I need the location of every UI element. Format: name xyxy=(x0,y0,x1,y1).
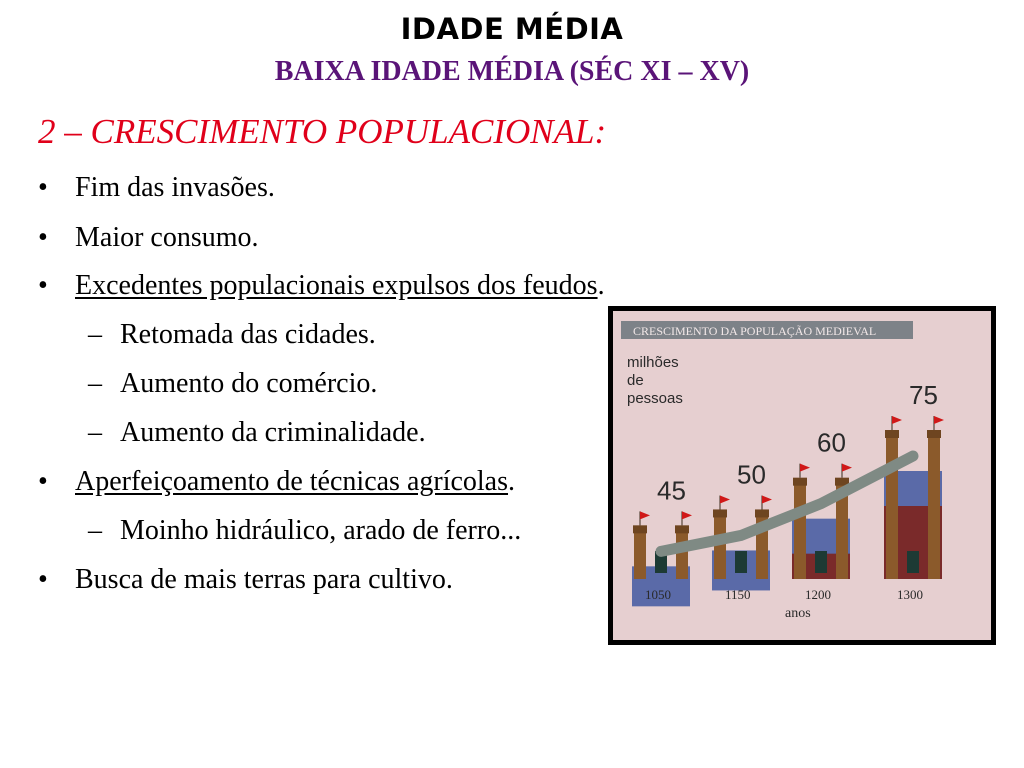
x-tick-label: 1150 xyxy=(725,587,751,602)
bar-value-label: 60 xyxy=(817,427,846,458)
sub-bullet-text: Aumento do comércio. xyxy=(120,368,378,399)
sub-bullet-text: Retomada das cidades. xyxy=(120,319,376,350)
y-axis-label-line: pessoas xyxy=(627,390,683,407)
tower-battlement xyxy=(755,509,769,517)
y-axis-label-line: de xyxy=(627,372,644,389)
bullet-suffix: . xyxy=(597,270,605,301)
y-axis-label-line: milhões xyxy=(627,354,679,371)
chart-canvas xyxy=(613,311,991,640)
x-tick-label: 1300 xyxy=(897,587,923,602)
castle-door xyxy=(735,551,747,573)
castle-tower xyxy=(634,531,646,579)
bar-value-label: 45 xyxy=(657,475,686,506)
bullet-text: Maior consumo. xyxy=(75,222,259,253)
section-heading: 2 – CRESCIMENTO POPULACIONAL: xyxy=(38,112,607,151)
tower-battlement xyxy=(793,478,807,486)
bullet-glyph: • xyxy=(38,466,48,497)
dash-glyph: – xyxy=(88,319,102,350)
tower-battlement xyxy=(633,525,647,533)
x-axis-label: anos xyxy=(785,606,811,621)
bullet-glyph: • xyxy=(38,222,48,253)
chart-title: CRESCIMENTO DA POPULAÇÃO MEDIEVAL xyxy=(633,324,877,338)
bullet-text: Fim das invasões. xyxy=(75,172,275,203)
population-chart xyxy=(608,306,996,645)
x-tick-label: 1200 xyxy=(805,587,831,602)
tower-battlement xyxy=(675,525,689,533)
castle-tower xyxy=(676,531,688,579)
tower-battlement xyxy=(885,430,899,438)
sub-bullet-text: Aumento da criminalidade. xyxy=(120,417,426,448)
bullet-text-underlined: Excedentes populacionais expulsos dos feudos xyxy=(75,270,598,301)
bullet-glyph: • xyxy=(38,172,48,203)
castle-tower xyxy=(714,515,726,579)
bullet-glyph: • xyxy=(38,564,48,595)
bullet-text-underlined: Aperfeiçoamento de técnicas agrícolas xyxy=(75,466,509,497)
slide-subtitle: BAIXA IDADE MÉDIA (SÉC XI – XV) xyxy=(274,56,750,87)
bullet-glyph: • xyxy=(38,270,48,301)
tower-battlement xyxy=(927,430,941,438)
tower-battlement xyxy=(713,509,727,517)
bar-value-label: 75 xyxy=(909,380,938,410)
bar-value-label: 50 xyxy=(737,459,766,490)
castle-tower xyxy=(794,484,806,579)
x-tick-label: 1050 xyxy=(645,587,671,602)
dash-glyph: – xyxy=(88,515,102,546)
castle-door xyxy=(815,551,827,573)
bullet-text: Busca de mais terras para cultivo. xyxy=(75,564,453,595)
castle-tower xyxy=(928,436,940,579)
bullet-suffix: . xyxy=(508,466,516,497)
sub-bullet-text: Moinho hidráulico, arado de ferro... xyxy=(120,515,522,546)
castle-tower xyxy=(886,436,898,579)
dash-glyph: – xyxy=(88,417,102,448)
dash-glyph: – xyxy=(88,368,102,399)
castle-door xyxy=(907,551,919,573)
slide-title: IDADE MÉDIA xyxy=(400,12,624,46)
